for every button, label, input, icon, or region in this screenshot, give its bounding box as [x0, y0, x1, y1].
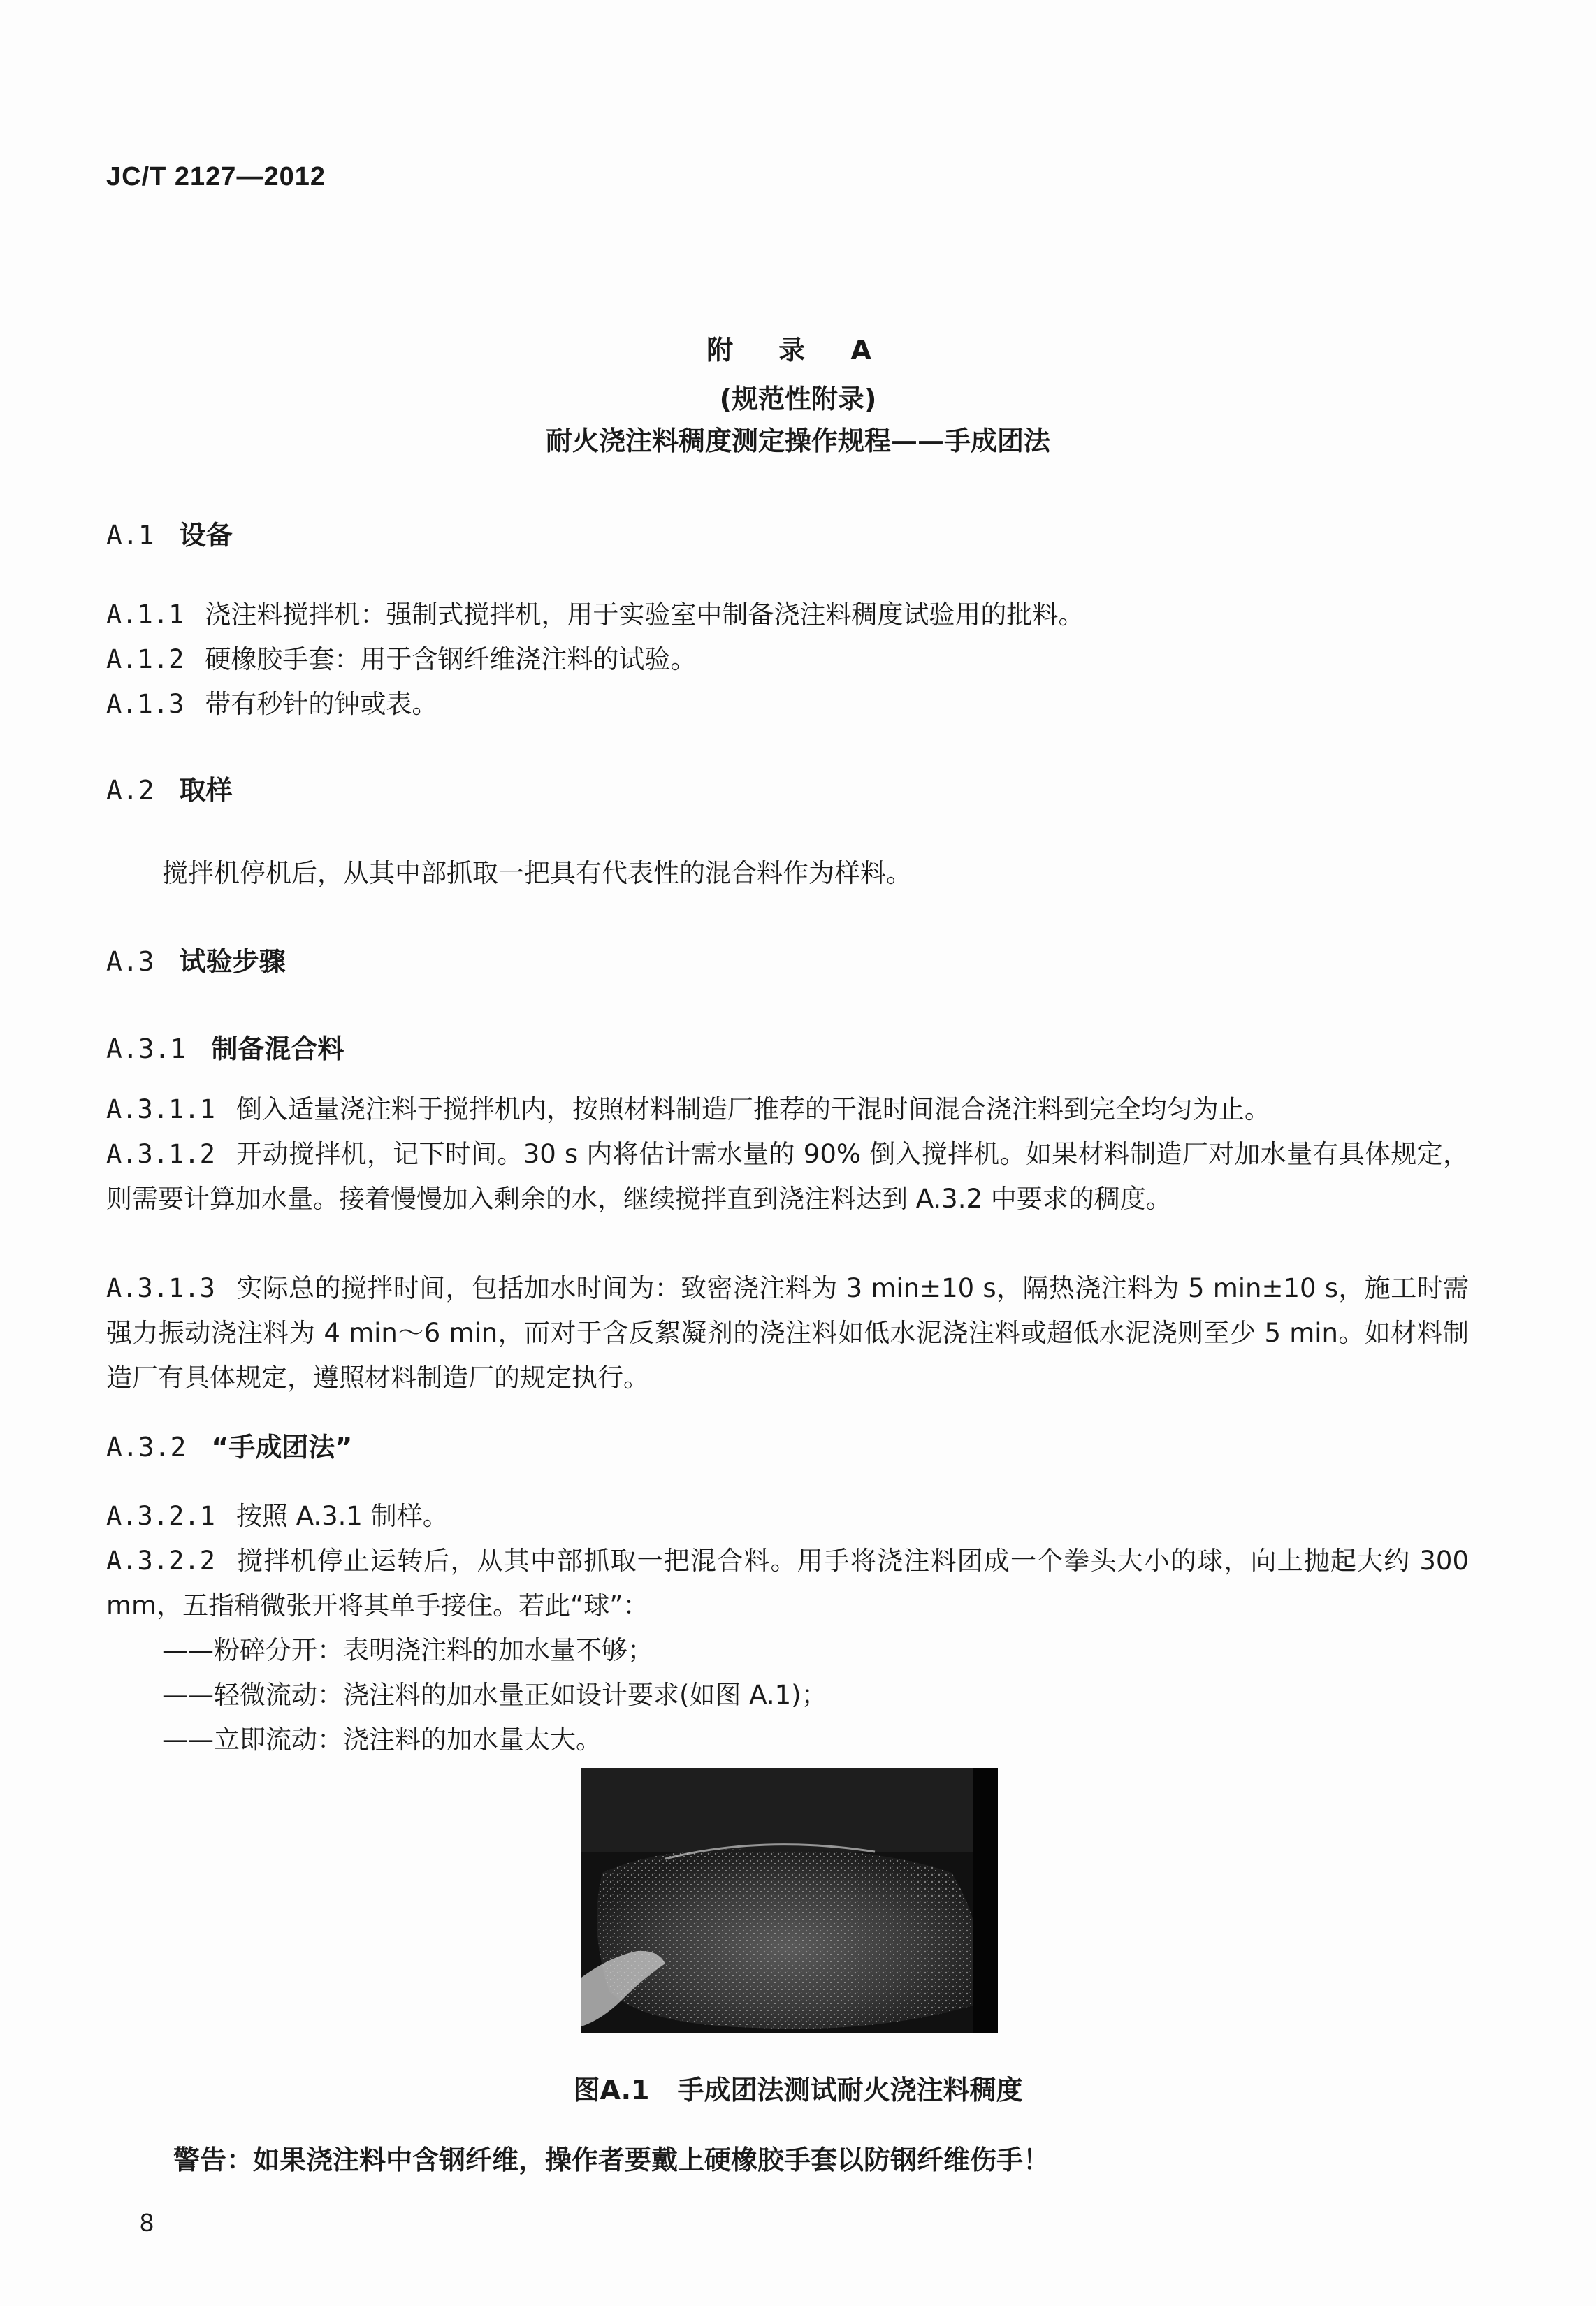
- clause-text: 实际总的搅拌时间，包括加水时间为：致密浇注料为 3 min±10 s，隔热浇注料为 5 min±10 s，施工时需强力振动浇注料为 4 min～6 min，而对于含反絮凝剂的浇注料如低水泥浇注料或超低水泥浇则至少 5 min。如材料制造厂有具体规定，遵照材料制造厂的规定执行。: [106, 1273, 1469, 1393]
- page-number: 8: [140, 2208, 154, 2237]
- clause-text: 带有秒针的钟或表。: [205, 689, 438, 719]
- section-heading-a2: [106, 769, 233, 807]
- result-item: ——粉碎分开：表明浇注料的加水量不够；: [162, 1635, 653, 1665]
- clause-number: A.3.1.3: [106, 1273, 215, 1303]
- section-number: A.3.2: [106, 1432, 187, 1463]
- clause-a3-1-1: [106, 1087, 1469, 1132]
- section-heading-a3-1: [106, 1027, 344, 1066]
- section-heading-a1: [106, 514, 233, 552]
- clause-a1-3: [106, 682, 1469, 727]
- section-number: A.3: [106, 946, 154, 977]
- clause-text: 按照 A.3.1 制样。: [235, 1501, 449, 1531]
- section-title: 试验步骤: [179, 946, 286, 977]
- clause-number: A.1.3: [106, 689, 184, 719]
- warning-note: 警告：如果浇注料中含钢纤维，操作者要戴上硬橡胶手套以防钢纤维伤手！: [173, 2145, 1050, 2175]
- clause-a3-1-3: [106, 1266, 1469, 1400]
- annex-title: 附 录 A: [706, 335, 890, 365]
- section-number: A.1: [106, 520, 154, 551]
- figure-photo: [581, 1768, 998, 2033]
- clause-a3-2-2: [106, 1539, 1469, 1628]
- clause-a3-2-1: [106, 1494, 1469, 1539]
- clause-number: A.3.2.2: [106, 1546, 215, 1576]
- annex-type: (规范性附录): [719, 384, 877, 414]
- clause-text: 浇注料搅拌机：强制式搅拌机，用于实验室中制备浇注料稠度试验用的批料。: [205, 600, 1084, 630]
- clause-number: A.1.1: [106, 600, 184, 630]
- section-number: A.3.1: [106, 1034, 187, 1064]
- result-item: ——立即流动：浇注料的加水量太大。: [162, 1725, 602, 1755]
- section-heading-a3-2: [106, 1426, 352, 1464]
- figure-caption: [0, 2068, 1596, 2107]
- clause-a3-1-2: [106, 1132, 1469, 1221]
- clause-number: A.3.2.1: [106, 1501, 215, 1531]
- clause-number: A.3.1.1: [106, 1094, 215, 1124]
- section-heading-a3: [106, 940, 286, 978]
- standard-number: JC/T 2127—2012: [106, 162, 326, 191]
- clause-a1-1: [106, 593, 1469, 637]
- section-title: “手成团法”: [211, 1432, 353, 1463]
- sampling-text: 搅拌机停机后，从其中部抓取一把具有代表性的混合料作为样料。: [162, 858, 912, 888]
- clause-text: 倒入适量浇注料于搅拌机内，按照材料制造厂推荐的干混时间混合浇注料到完全均匀为止。: [235, 1094, 1270, 1124]
- clause-text: 开动搅拌机，记下时间。30 s 内将估计需水量的 90% 倒入搅拌机。如果材料制造厂对加水量有具体规定，则需要计算加水量。接着慢慢加入剩余的水，继续搅拌直到浇注料达到 A.3.2 中要求的稠度。: [106, 1139, 1469, 1214]
- section-title: 取样: [179, 775, 233, 806]
- clause-text: 搅拌机停止运转后，从其中部抓取一把混合料。用手将浇注料团成一个拳头大小的球，向上抛起大约 300 mm，五指稍微张开将其单手接住。若此“球”：: [106, 1546, 1469, 1620]
- annex-name: 耐火浇注料稠度测定操作规程——手成团法: [545, 426, 1050, 456]
- clause-number: A.1.2: [106, 644, 184, 674]
- section-title: 制备混合料: [211, 1034, 344, 1064]
- clause-number: A.3.1.2: [106, 1139, 215, 1169]
- section-title: 设备: [179, 520, 233, 551]
- section-number: A.2: [106, 775, 154, 806]
- figure-caption-text: 手成团法测试耐火浇注料稠度: [677, 2075, 1023, 2105]
- clause-text: 硬橡胶手套：用于含钢纤维浇注料的试验。: [205, 644, 697, 674]
- result-item: ——轻微流动：浇注料的加水量正如设计要求(如图 A.1)；: [162, 1680, 827, 1710]
- figure-number: 图A.1: [573, 2075, 650, 2105]
- clause-a1-2: [106, 637, 1469, 682]
